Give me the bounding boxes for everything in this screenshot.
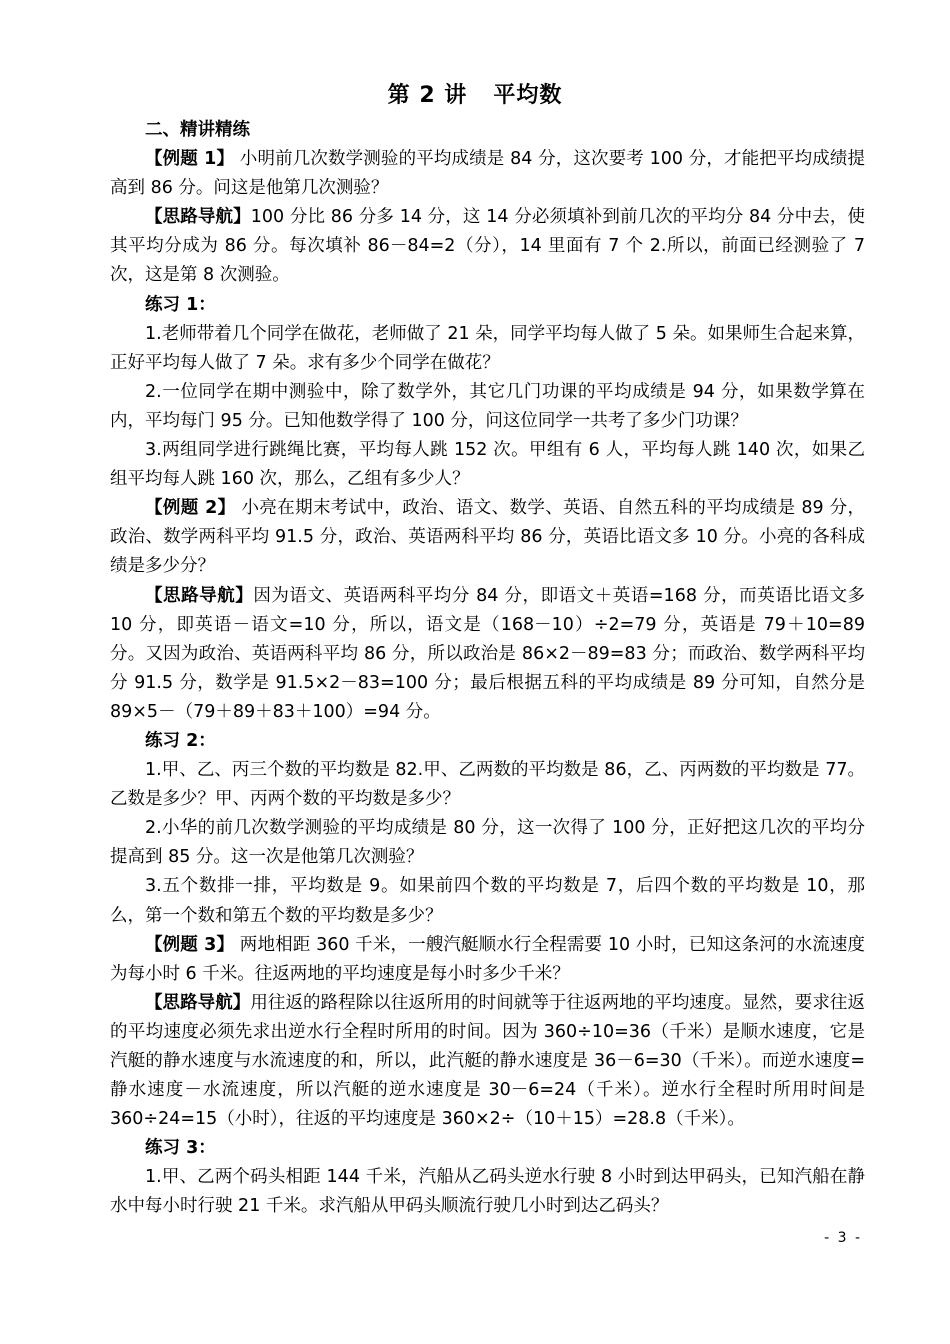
example-3-hint — [110, 989, 865, 1134]
example-1-hint — [110, 203, 865, 290]
practice-2-item: 1.甲、乙、丙三个数的平均数是 82.甲、乙两数的平均数是 86，乙、丙两数的平均数是 77。乙数是多少？甲、丙两个数的平均数是多少？ — [110, 760, 865, 810]
practice-2-heading: 练习 2： — [145, 730, 216, 751]
practice-1-item: 1.老师带着几个同学在做花，老师做了 21 朵，同学平均每人做了 5 朵。如果师生合起来算，正好平均每人做了 7 朵。求有多少个同学在做花？ — [110, 323, 865, 373]
practice-1-heading: 练习 1： — [145, 294, 216, 315]
section-heading: 二、精讲精练 — [145, 120, 250, 140]
title-topic: 平均数 — [493, 83, 563, 108]
practice-2-item: 2.小华的前几次数学测验的平均成绩是 80 分，这一次得了 100 分，正好把这几次的平均分提高到 85 分。这一次是他第几次测验？ — [110, 818, 865, 868]
example-2 — [110, 494, 865, 581]
example-1-label: 【例题 1】 — [145, 149, 235, 170]
example-2-label: 【例题 2】 — [145, 498, 236, 519]
example-2-hint — [110, 582, 865, 727]
main-content — [110, 116, 865, 1222]
page-number: - 3 - — [824, 1230, 862, 1246]
example-3-hint-text: 用往返的路程除以往返所用的时间就等于往返两地的平均速度。显然，要求往返的平均速度必须先求出逆水行全程时所用的时间。因为 360÷10=36（千米）是顺水速度，它是汽艇的静水速度与水流速度的和，所以，此汽艇的静水速度是 36－6=30（千米）。而逆水速度=静水速度－水流速度，所以汽艇的逆水速度是 30－6=24（千米）。逆水行全程时所用时间是 360÷24=15（小时），往返的平均速度是 360×2÷（10＋15）=28.8（千米）。 — [110, 992, 865, 1130]
example-3 — [110, 931, 865, 989]
example-3-hint-label: 【思路导航】 — [145, 992, 251, 1013]
example-1 — [110, 145, 865, 203]
example-3-label: 【例题 3】 — [145, 934, 235, 955]
example-1-hint-text: 100 分比 86 分多 14 分，这 14 分必须填补到前几次的平均分 84 分中去，使其平均分成为 86 分。每次填补 86－84=2（分），14 里面有 7 个 2.所以，前面已经测验了 7 次，这是第 8 次测验。 — [110, 207, 865, 286]
practice-3-heading: 练习 3： — [145, 1138, 216, 1159]
example-2-text: 小亮在期末考试中，政治、语文、数学、英语、自然五科的平均成绩是 89 分，政治、数学两科平均 91.5 分，政治、英语两科平均 86 分，英语比语文多 10 分。小亮的各科成绩是多少分？ — [110, 498, 865, 577]
practice-1-item: 3.两组同学进行跳绳比赛，平均每人跳 152 次。甲组有 6 人，平均每人跳 140 次，如果乙组平均每人跳 160 次，那么，乙组有多少人？ — [110, 440, 865, 490]
title-lecture-number: 第 2 讲 — [387, 83, 468, 108]
page-title — [0, 78, 950, 109]
practice-2-item: 3.五个数排一排，平均数是 9。如果前四个数的平均数是 7，后四个数的平均数是 10，那么，第一个数和第五个数的平均数是多少？ — [110, 876, 865, 926]
example-1-hint-label: 【思路导航】 — [145, 207, 251, 228]
practice-3-item: 1.甲、乙两个码头相距 144 千米，汽船从乙码头逆水行驶 8 小时到达甲码头，已知汽船在静水中每小时行驶 21 千米。求汽船从甲码头顺流行驶几小时到达乙码头？ — [110, 1167, 865, 1217]
example-3-text: 两地相距 360 千米，一艘汽艇顺水行全程需要 10 小时，已知这条河的水流速度为每小时 6 千米。往返两地的平均速度是每小时多少千米？ — [110, 934, 865, 984]
example-2-hint-text: 因为语文、英语两科平均分 84 分，即语文＋英语=168 分，而英语比语文多 10 分，即英语－语文=10 分，所以，语文是（168－10）÷2=79 分，英语是 79＋10=89 分。又因为政治、英语两科平均 86 分，所以政治是 86×2－89=83 分；而政治、数学两科平均分 91.5 分，数学是 91.5×2－83=100 分；最后根据五科的平均成绩是 89 分可知，自然分是 89×5－（79＋89＋83＋100）=94 分。 — [110, 585, 865, 722]
example-2-hint-label: 【思路导航】 — [145, 585, 254, 606]
example-1-text: 小明前几次数学测验的平均成绩是 84 分，这次要考 100 分，才能把平均成绩提高到 86 分。问这是他第几次测验？ — [110, 149, 865, 199]
practice-1-item: 2.一位同学在期中测验中，除了数学外，其它几门功课的平均成绩是 94 分，如果数学算在内，平均每门 95 分。已知他数学得了 100 分，问这位同学一共考了多少门功课？ — [110, 381, 865, 431]
